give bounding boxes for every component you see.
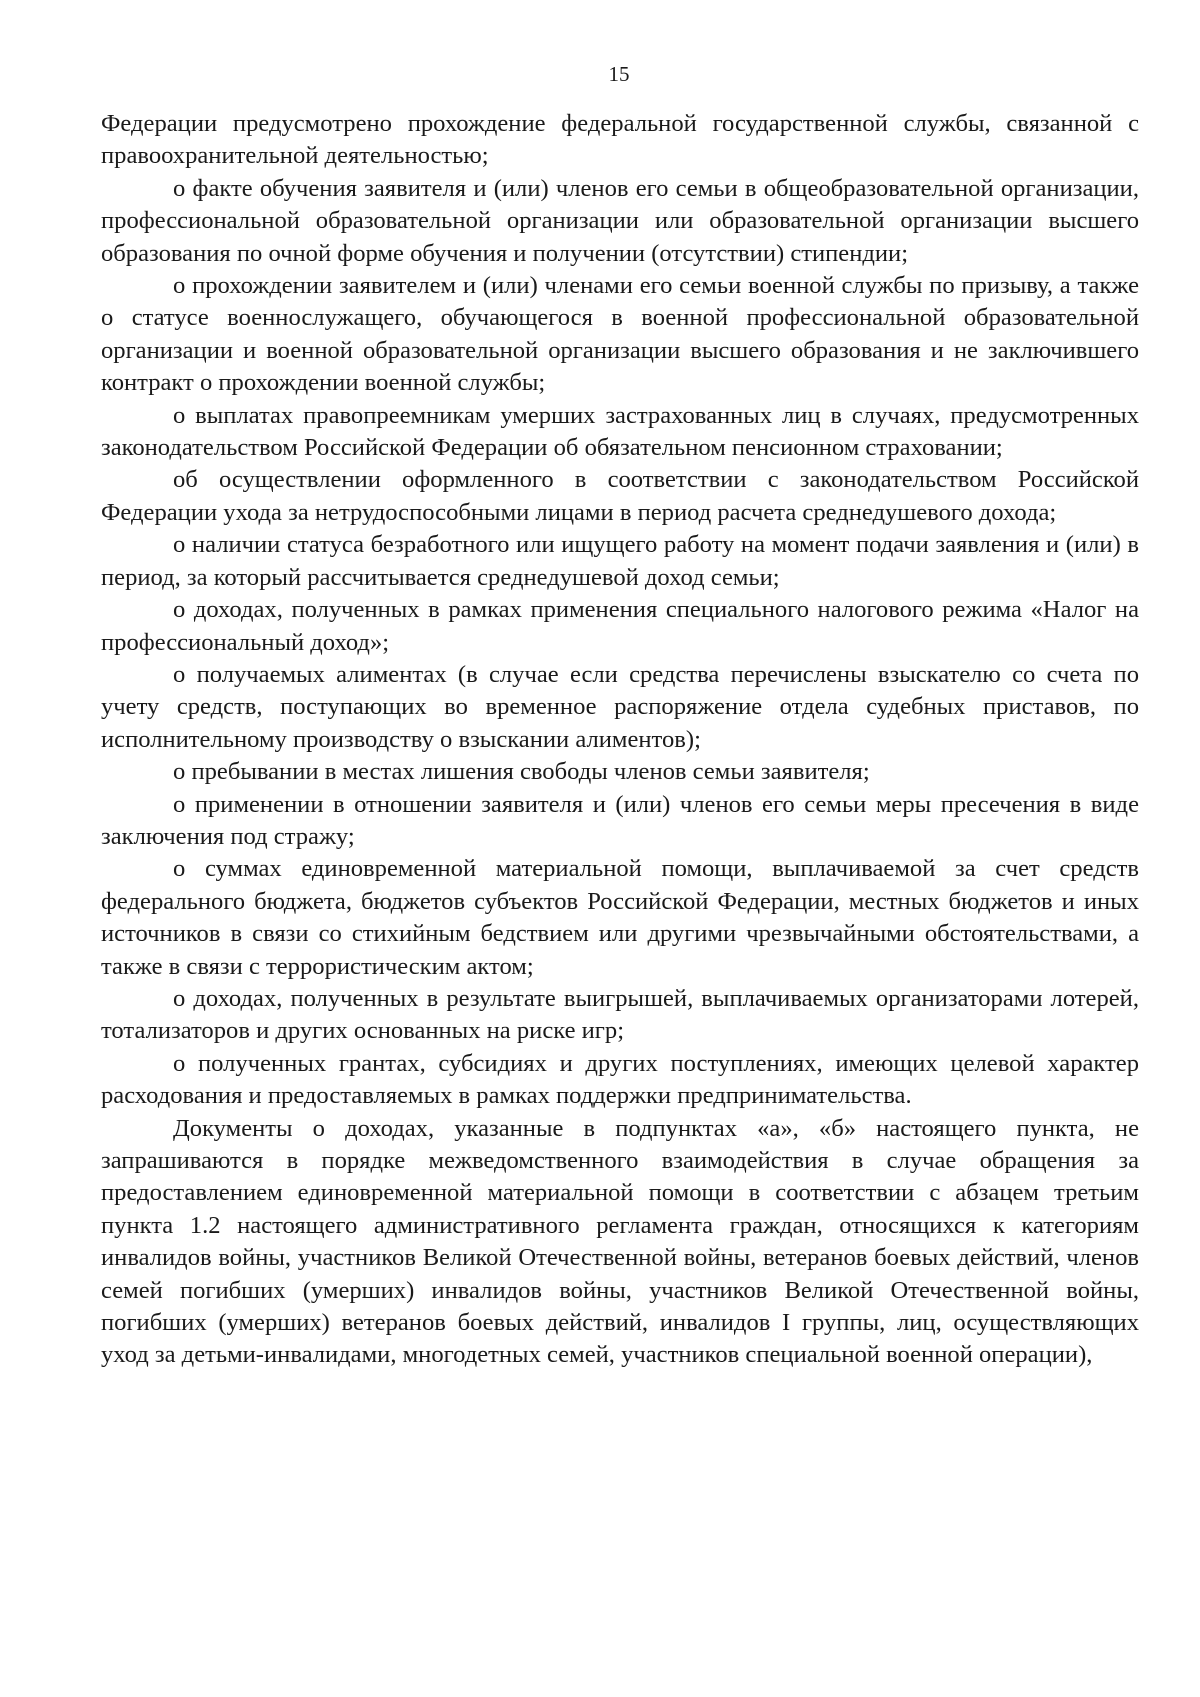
- paragraph-successor-payments: о выплатах правопреемникам умерших застрахованных лиц в случаях, предусмотренных законодательством Российской Федерации об обязательном пенсионном страховании;: [101, 401, 1139, 462]
- paragraph-custody: о применении в отношении заявителя и (или) членов его семьи меры пресечения в виде заключения под стражу;: [101, 790, 1139, 850]
- paragraph-one-time-aid: о суммах единовременной материальной помощи, выплачиваемой за счет средств федерального бюджета, бюджетов субъектов Российской Федерации, местных бюджетов и иных источников в связи со стихийным бедствием или другими чрезвычайными обстоятельствами, а также в связи с террористическим актом;: [101, 855, 1139, 980]
- paragraph-unemployed-status: о наличии статуса безработного или ищущего работу на момент подачи заявления и (или) в период, за который рассчитывается среднедушевой доход семьи;: [101, 531, 1139, 591]
- paragraph-grants-subsidies: о полученных грантах, субсидиях и других поступлениях, имеющих целевой характер расходования и предоставляемых в рамках поддержки предпринимательства.: [101, 1049, 1139, 1110]
- paragraph-military-service: о прохождении заявителем и (или) членами его семьи военной службы по призыву, а также о статусе военнослужащего, обучающегося в военной профессиональной образовательной организации и военной образовательной организации высшего образования и не заключившего контракт о прохождении военной службы;: [101, 272, 1139, 397]
- document-body: [101, 108, 1139, 1372]
- paragraph-alimony: о получаемых алиментах (в случае если средства перечислены взыскателю со счета по учету средств, поступающих во временное распоряжение отдела судебных приставов, по исполнительному производству о взыскании алиментов);: [101, 660, 1139, 753]
- paragraph-lottery-winnings: о доходах, полученных в результате выигрышей, выплачиваемых организаторами лотерей, тотализаторов и других основанных на риске игр;: [101, 984, 1139, 1045]
- page-number: 15: [608, 62, 630, 86]
- paragraph-continuation: Федерации предусмотрено прохождение федеральной государственной службы, связанной с правоохранительной деятельностью;: [101, 110, 1139, 170]
- paragraph-education-fact: о факте обучения заявителя и (или) членов его семьи в общеобразовательной организации, профессиональной образовательной организации или образовательной организации высшего образования по очной форме обучения и получении (отсутствии) стипендии;: [101, 174, 1139, 267]
- paragraph-income-documents: Документы о доходах, указанные в подпунктах «а», «б» настоящего пункта, не запрашиваются в порядке межведомственного взаимодействия в случае обращения за предоставлением единовременной материальной помощи в соответствии с абзацем третьим пункта 1.2 настоящего административного регламента граждан, относящихся к категориям инвалидов войны, участников Великой Отечественной войны, ветеранов боевых действий, членов семей погибших (умерших) инвалидов войны, участников Великой Отечественной войны, погибших (умерших) ветеранов боевых действий, инвалидов I группы, лиц, осуществляющих уход за детьми-инвалидами, многодетных семей, участников специальной военной операции),: [101, 1114, 1139, 1369]
- paragraph-professional-income-tax: о доходах, полученных в рамках применения специального налогового режима «Налог на профессиональный доход»;: [101, 596, 1139, 656]
- paragraph-care-disabled: об осуществлении оформленного в соответствии с законодательством Российской Федерации ухода за нетрудоспособными лицами в период расчета среднедушевого дохода;: [101, 466, 1139, 526]
- paragraph-imprisonment: о пребывании в местах лишения свободы членов семьи заявителя;: [173, 758, 870, 786]
